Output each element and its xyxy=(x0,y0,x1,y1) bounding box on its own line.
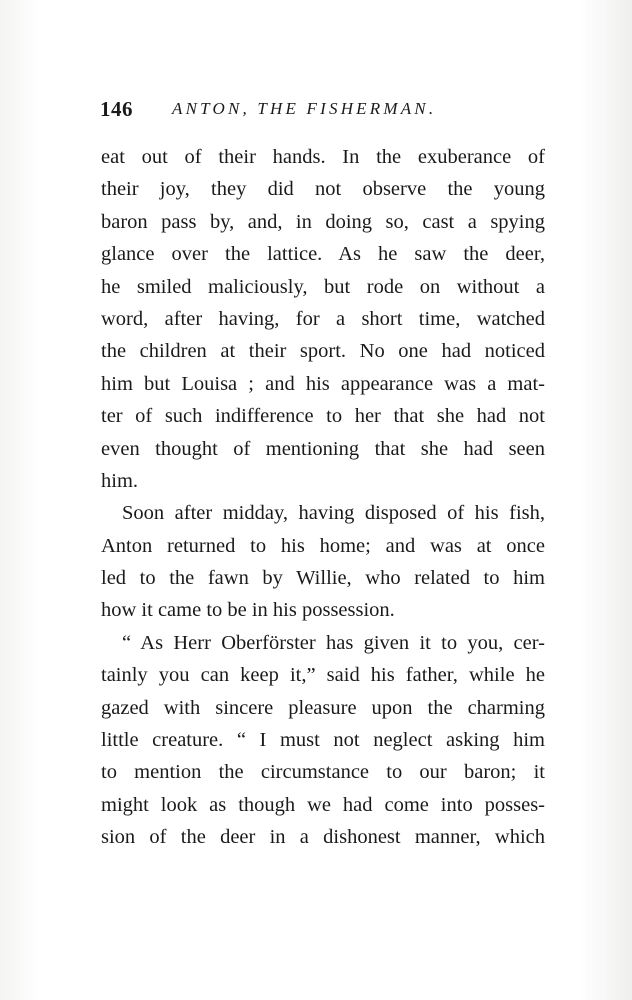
text-line: ter of such indifference to her that she had not xyxy=(101,405,545,428)
text-line: him. xyxy=(101,469,139,492)
text-line: the children at their sport. No one had noticed xyxy=(101,340,545,363)
text-line: to mention the circumstance to our baron; it xyxy=(101,761,545,784)
text-line: glance over the lattice. As he saw the deer, xyxy=(101,243,545,266)
text-line: baron pass by, and, in doing so, cast a spying xyxy=(101,210,545,233)
text-line: how it came to be in his possession. xyxy=(101,599,395,622)
text-line: sion of the deer in a dishonest manner, which xyxy=(101,826,545,849)
text-line: little creature. “ I must not neglect asking him xyxy=(101,729,545,752)
body-text xyxy=(101,141,545,854)
text-line: tainly you can keep it,” said his father, while he xyxy=(101,664,545,687)
text-line: Soon after midday, having disposed of his fish, xyxy=(122,502,545,525)
text-line: eat out of their hands. In the exuberance of xyxy=(101,146,545,168)
text-line: gazed with sincere pleasure upon the charming xyxy=(101,696,545,719)
running-head: ANTON, THE FISHERMAN. xyxy=(172,99,437,118)
text-line: word, after having, for a short time, watched xyxy=(101,307,545,330)
text-line: “ As Herr Oberförster has given it to you, cer- xyxy=(122,631,545,654)
paragraph xyxy=(101,497,545,627)
page-header xyxy=(100,97,540,131)
text-line: might look as though we had come into posses- xyxy=(101,793,545,816)
paragraph xyxy=(101,141,545,497)
text-line: even thought of mentioning that she had seen xyxy=(101,437,545,460)
text-line: he smiled maliciously, but rode on without a xyxy=(101,275,545,298)
text-line: Anton returned to his home; and was at once xyxy=(101,534,545,557)
page-number: 146 xyxy=(100,97,133,121)
paragraph xyxy=(101,627,545,854)
text-line: led to the fawn by Willie, who related to him xyxy=(101,567,545,590)
text-line: him but Louisa ; and his appearance was a mat- xyxy=(101,372,545,395)
text-line: their joy, they did not observe the young xyxy=(101,178,545,201)
